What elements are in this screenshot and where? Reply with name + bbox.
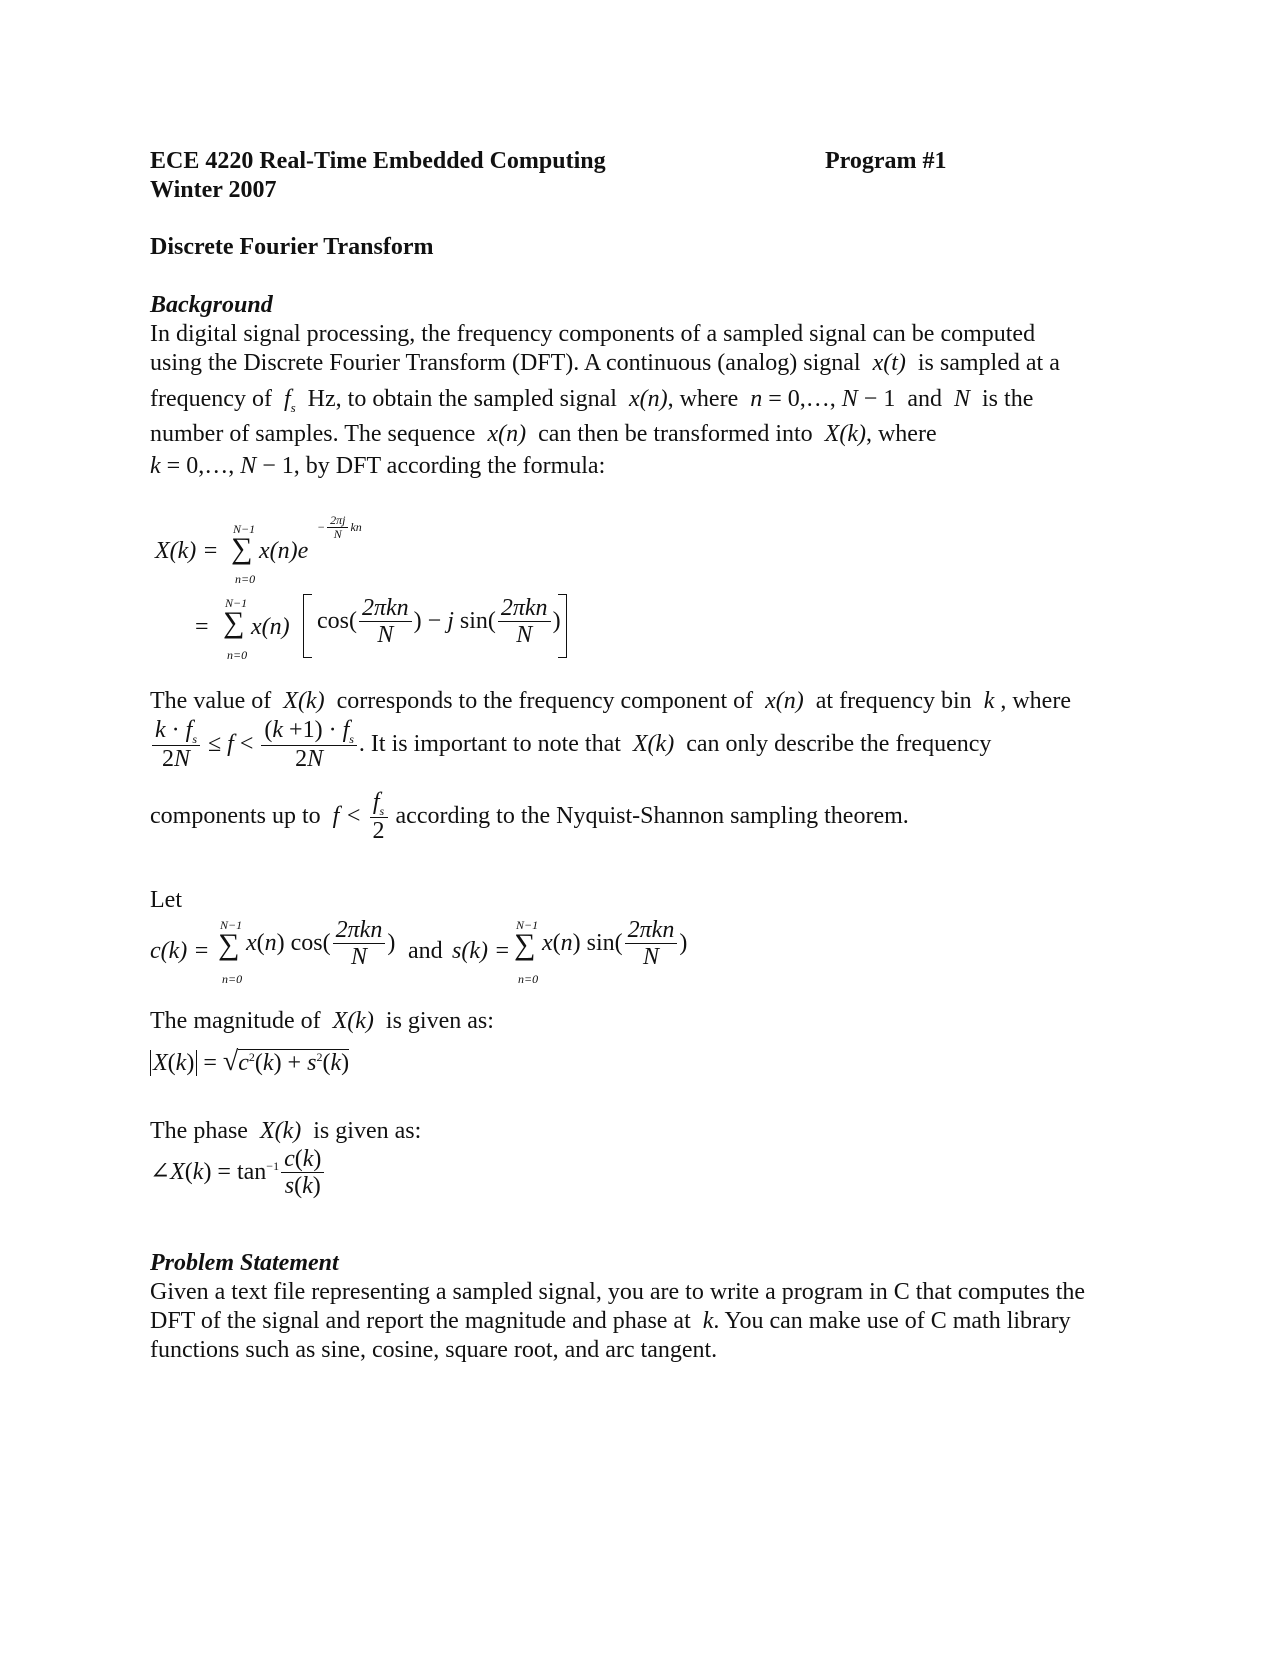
problem-line-3: functions such as sine, cosine, square root, and arc tangent. [150,1337,718,1363]
right-bracket [558,594,567,658]
problem-line-2 [150,1308,1071,1335]
sum-lower: n=0 [235,572,256,586]
background-line-5 [150,453,605,480]
text: . It is important to note that [358,730,621,757]
program-number: Program #1 [825,148,947,174]
course-title: ECE 4220 Real-Time Embedded Computing [150,148,606,174]
text: , where [1000,688,1071,714]
background-line-1 [150,321,1035,348]
math-k: k [696,1308,714,1334]
sum-lower: n=0 [518,972,539,986]
dft-formula-line-2 [195,592,595,672]
math-xn: x(n) [622,386,668,412]
math-N: N [948,386,977,412]
sum-upper: N−1 [225,596,248,610]
math-Xk: X(k) [326,1008,380,1034]
sum-upper: N−1 [220,918,243,932]
value-line-1 [150,688,1071,715]
equals: = [195,614,209,640]
background-line-4 [150,421,937,448]
text: is given as: [313,1118,422,1144]
text: is sampled at a [917,350,1060,376]
sk-term: x(n) sin( $\frac{\text{2πkn}}{N}$ ) [542,917,688,971]
ck-lhs: c(k) = [150,938,210,964]
text: according to the Nyquist-Shannon sampling theorem. [395,802,909,829]
text: In digital signal processing, the frequency components of a sampled signal can be computed [150,321,1036,347]
fraction-lower: $\frac{k \cdot f_s}{2N}$ [152,718,200,773]
left-bracket [303,594,312,658]
text: at frequency bin [815,688,972,714]
math-Xk: X(k) [253,1118,308,1144]
text: number of samples. The sequence [150,421,476,447]
sigma: ∑ [223,606,245,639]
background-heading: Background [150,292,273,318]
formula-lhs: X(k) = [155,538,219,564]
magnitude-text [150,1008,494,1035]
problem-heading: Problem Statement [150,1250,339,1276]
and-word: and [408,938,443,964]
text: , by DFT according the formula: [293,453,606,479]
text: , where [865,421,937,447]
math-fs: $f_s$ [277,386,296,415]
value-line-2 [150,718,991,773]
sk-lhs: s(k) = [452,938,511,964]
text: Hz, to obtain the sampled signal [307,386,617,412]
let-formula [150,914,710,994]
math-k-range: k = 0,…, N − 1 [150,453,294,479]
let-label: Let [150,887,182,913]
phase-formula: ∠X(k) = $\tan^{-1}$ $\frac{c(k)}{s(k)}$ [150,1147,326,1200]
text: The value of [150,688,272,714]
math-n-range: n = 0,…, N − 1 [750,386,902,412]
sum-upper: N−1 [233,522,256,536]
text: using the Discrete Fourier Transform (DFT). A continuous (analog) signal [150,350,861,376]
text: is the [982,386,1034,412]
value-line-3 [150,790,909,845]
math-k: k [977,688,1001,714]
magnitude-formula: $X(k) = √c^2(k) + s^2(k)$ [150,1046,349,1078]
math-Xk: X(k) [277,688,331,714]
cos-term: cos( $\frac{\text{2πkn}}{N}$ ) − j sin( $\frac{\text{2πkn}}{N}$ ) [317,595,561,649]
sigma: ∑ [218,928,240,961]
text: can only describe the frequency [686,730,992,757]
text: corresponds to the frequency component of [336,688,754,714]
sum-upper: N−1 [516,918,539,932]
text: , where [667,386,739,412]
text: The phase [150,1118,248,1144]
text: DFT of the signal and report the magnitude and phase at [150,1308,691,1334]
sigma: ∑ [231,532,253,565]
phase-text [150,1118,421,1145]
math-xt: x(t) [866,350,912,376]
formula-term: x(n)e [259,538,309,564]
problem-line-1: Given a text file representing a sampled signal, you are to write a program in C that computes the [150,1279,1086,1305]
fraction-nyquist: $\frac{f_s}{2}$ [370,790,388,845]
math-xn: x(n) [481,421,533,447]
math-Xk: X(k) [626,730,681,757]
term: Winter 2007 [150,177,277,203]
text: and [907,386,942,412]
sum-lower: n=0 [222,972,243,986]
exponent: − $\frac{2\pi j}{N}$ kn [317,513,362,541]
text: can then be transformed into [538,421,813,447]
page-title: Discrete Fourier Transform [150,234,434,260]
ck-term: x(n) cos( $\frac{\text{2πkn}}{N}$ ) [246,917,396,971]
text: components up to [150,802,321,829]
text: The magnitude of [150,1008,321,1034]
background-line-2 [150,350,1060,377]
fraction-upper: $\frac{(k +1) \cdot f_s}{2N}$ [261,718,357,773]
background-line-3 [150,386,1033,416]
sigma: ∑ [514,928,536,961]
text: . You can make use of C math library [713,1308,1071,1334]
dft-formula-line-1 [155,510,415,590]
math-Xk: X(k) [818,421,866,447]
text: frequency of [150,386,272,412]
text: is given as: [385,1008,494,1034]
sum-lower: n=0 [227,648,248,662]
math-xn: x(n) [759,688,810,714]
math-f-lt: f < [326,802,362,829]
inequality: ≤ f < [208,730,254,757]
formula-term: x(n) [251,614,290,640]
